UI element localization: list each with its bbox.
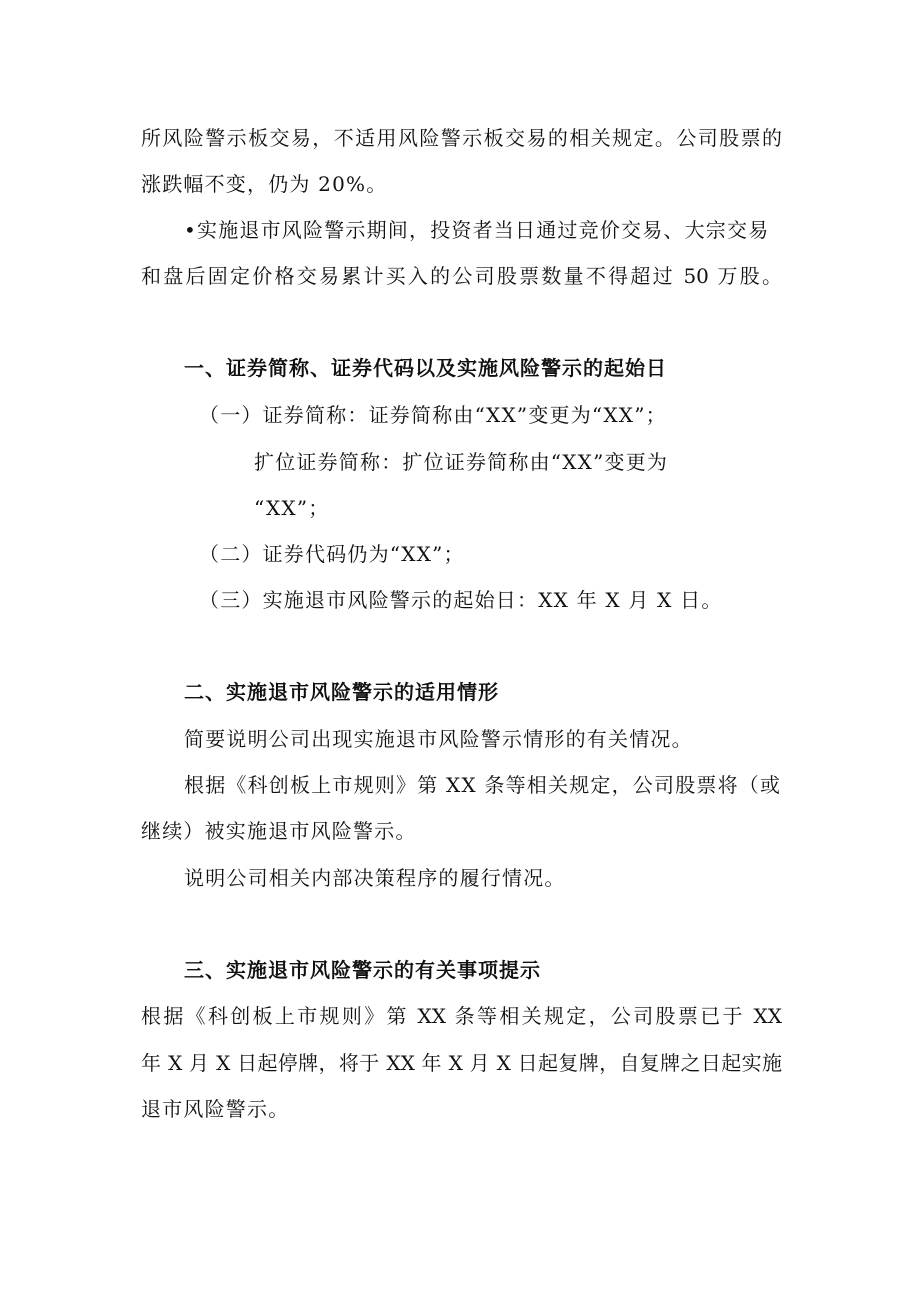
section-1-item-2: （二）证券代码仍为“XX”； (199, 542, 465, 566)
intro-line-2: 涨跌幅不变，仍为 20%。 (141, 172, 388, 196)
section-1-item-1-sub-line-1: 扩位证券简称：扩位证券简称由“XX”变更为 (254, 450, 669, 474)
section-2-para-3: 说明公司相关内部决策程序的履行情况。 (184, 866, 566, 890)
section-1-item-1-sub-line-2: “XX”； (254, 496, 330, 520)
intro-line-4: 和盘后固定价格交易累计买入的公司股票数量不得超过 50 万股。 (141, 264, 782, 288)
intro-line-3: •实施退市风险警示期间，投资者当日通过竞价交易、大宗交易 (184, 218, 770, 242)
section-2-para-2-line-1: 根据《科创板上市规则》第 XX 条等相关规定，公司股票将（或 (184, 773, 782, 797)
section-1-item-1: （一）证券简称：证券简称由“XX”变更为“XX”； (199, 403, 667, 427)
section-3-para-1-line-1: 根据《科创板上市规则》第 XX 条等相关规定，公司股票已于 XX (141, 1004, 782, 1028)
section-1-heading: 一、证券简称、证券代码以及实施风险警示的起始日 (184, 356, 667, 380)
section-2-para-2-line-2: 继续）被实施退市风险警示。 (141, 819, 417, 843)
intro-line-1: 所风险警示板交易，不适用风险警示板交易的相关规定。公司股票的 (141, 126, 782, 150)
section-2-heading: 二、实施退市风险警示的适用情形 (184, 680, 499, 704)
section-3-para-1-line-2: 年 X 月 X 日起停牌，将于 XX 年 X 月 X 日起复牌，自复牌之日起实施 (141, 1051, 782, 1075)
section-3-para-1-line-3: 退市风险警示。 (141, 1097, 290, 1121)
section-1-item-3: （三）实施退市风险警示的起始日：XX 年 X 月 X 日。 (199, 588, 723, 612)
section-3-heading: 三、实施退市风险警示的有关事项提示 (184, 958, 541, 982)
section-2-para-1: 简要说明公司出现实施退市风险警示情形的有关情况。 (184, 727, 693, 751)
